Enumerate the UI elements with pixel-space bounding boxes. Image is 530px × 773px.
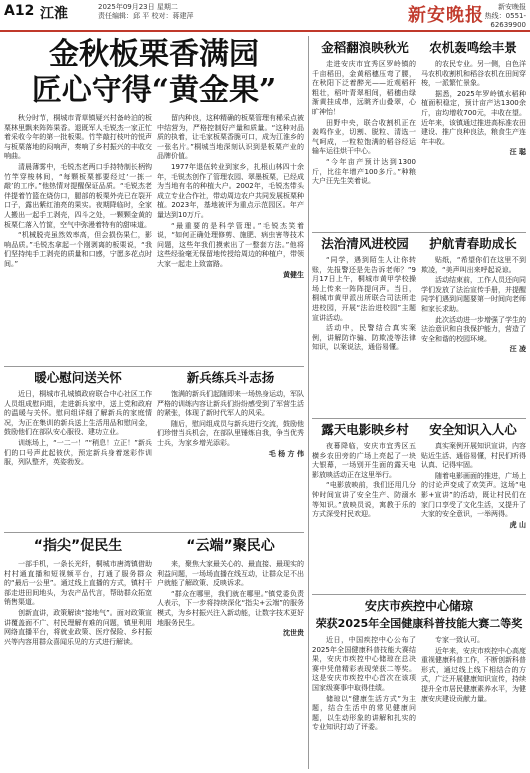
paragraph: 随着电影画面的推进，广场上的讨论声变成了欢笑声。这场“电影+宣讲”的活动，既让村民们在家门口享受了文化生活，又提升了大家的安全意识，一举两得。 <box>421 471 526 519</box>
newspaper-logo: 新安晚报 <box>408 5 484 26</box>
paragraph: 创新直讲，政策解读“接地气”。面对政策宣讲覆盖面不广、村民理解有难的问题，镇里利用网络直播平台，将就业政策、医疗保险、乡村振兴等内容用群众喜闻乐见的方式进行解读。 <box>4 608 152 646</box>
editor-credits: 责任编辑：邱 平 校对：蒋建萍 <box>98 12 194 20</box>
masthead-meta <box>98 3 248 21</box>
brand-small: 新安晚报 <box>498 3 526 11</box>
story-column <box>4 390 152 530</box>
story-headline: 农机轰鸣绘丰景 <box>429 40 517 55</box>
paragraph: 走进安庆市宜秀区罗岭镇的千亩稻田，金黄稻穗压弯了腰，在秋阳下泛着醉光——近观稻秆粗壮，稻叶青翠相间，稻穗由绿渐黄挂成串，远眺齐山叠翠，心旷神怡！ <box>312 60 416 116</box>
byline: 毛 杨 方 伟 <box>268 449 304 458</box>
paragraph: 来，聚焦大家最关心的、最直接、最现实的利益问题，一场场直播在线互动，让群众足不出户就能了解政策、反映诉求。 <box>157 560 304 588</box>
paragraph: “群众在哪里，我们就在哪里。”镇党委负责人表示，下一步将持续深化“指尖+云端”的服务模式，为乡村振兴注入新动能，让数字技术更好地服务民生。 <box>157 589 304 627</box>
paragraph: 活动中，民警结合真实案例，讲解防诈骗、防欺凌等法律知识，以案说法，通俗易懂。 <box>312 324 416 352</box>
paragraph: 清晨薄雾中，毛锐杰老两口手持特制长柄钩竹竿穿梭林间，“每颗板栗都要经过‘一拣一敲’的工序。”他热情对提醒保证品质。“毛锐杰老伴提着竹篮在烧仿口，腿部的板栗外壳已在裂开口子，露出紫红油亮的果实。夜期降临时，全家人搬出一起手工剥壳，四斗之处，一颗颗金黄的板栗仁落入竹筐，空气中弥漫着特有的甜味道。 <box>4 162 152 229</box>
byline: 虎 山 <box>509 520 526 529</box>
lead-headline-line2: 匠心守得“黄金果” <box>31 73 277 108</box>
story-column <box>312 256 416 416</box>
paragraph: 专家一致认可。 <box>435 636 484 644</box>
paragraph: “同学，遇到陌生人让你转账，先报警还是先告诉老师？”9月17日上午，桐城市黄甲学校操场上传来一阵阵提问声。当日，桐城市黄甲派出所联合司法所走进校园，开展“法治进校园”主题宣讲活动。 <box>312 256 416 322</box>
story-headline: “指尖”促民生 <box>33 538 123 554</box>
divider <box>4 532 304 533</box>
lead-column-2 <box>157 114 304 364</box>
byline: 黄健生 <box>283 270 304 279</box>
paragraph: 秋分时节，桐城市青草镇疑兴村备岭泊的板栗林里飘来阵阵果香。退既军人毛锐杰一家正忙着采收今年的第一批板栗。竹竿敲打枝叶的悦声与板栗落地的闷响声，奏响了乡村振兴的丰收交响曲。 <box>4 114 152 161</box>
paragraph: “电影放映前，我们还用几分钟时间宣讲了安全生产、防溺水等知识。”放映员说，寓教于乐的方式深受村民欢迎。 <box>312 481 416 519</box>
masthead <box>0 0 530 32</box>
paragraph: 近日，桐城市孔城镇政府联合中心社区工作人员组成慰问组，走进新兵家中，送上党和政府的温暖与关怀。慰问组详细了解新兵的家庭情况，为正在集训的新兵送上生活用品和慰问金，鼓励他们在部队安心服役、建功立业。 <box>4 390 152 437</box>
story-column <box>312 60 416 230</box>
story-headline: 新兵练兵斗志扬 <box>186 370 275 385</box>
paragraph: 1977年退伍转业到家乡，扎根山林四十余年，毛锐杰创作了管理农园、翠墨板栗，已经成为当地有名的种植大户。2002年，毛锐杰带头成立专业合作社，带动周边农户共同发展板栗种植。2023年，基地被评为重点示范园区。年产量达到10万斤。 <box>157 162 304 219</box>
paragraph: 近日，中国疾控中心公布了2025年全国健康科普技能大赛结果，安庆市疾控中心储琼在总决赛中凭借精彩表现荣获二等奖。这是安庆市疾控中心首次在该项国家级赛事中取得佳绩。 <box>312 636 416 692</box>
story-headline: 安庆市疾控中心储琼 <box>364 599 473 613</box>
paragraph: 的农民专业。另一侧，自色洋马农机收割机和稻谷农机在田间穿梭，一派繁忙景象。 <box>421 60 526 88</box>
story-column <box>157 390 304 530</box>
page-number: A12 <box>4 3 35 19</box>
story-column <box>421 636 526 770</box>
paragraph: 田野中央，联合收割机正在轰鸣作业，切割、脱粒、清选一气呵成，一粒粒饱满的稻谷经运输车运往烘干中心。 <box>312 118 416 156</box>
paragraph: 此次活动进一步增强了学生的法治意识和自我保护能力，营造了安全和谐的校园环境。 <box>421 315 526 343</box>
paragraph: “机械脱壳虽然效率高，但会损伤果仁，影响品质。”毛锐杰拿起一个刚剥离的板栗说，“我们坚持纯手工剥壳的质量和口感，宁愿多花点时间。” <box>4 231 152 268</box>
hotline: 热线：0551-62639900 <box>484 12 526 29</box>
story-column <box>421 442 526 592</box>
column-separator <box>308 36 309 769</box>
story-headline: 护航青春助成长 <box>429 236 517 251</box>
paragraph: 一部手机，一条长光纤，桐城市唐湾镇借助村村通直播和短视频平台，打通了服务群众的“最后一公里”。通过线上直播的方式，镇村干部走进田间地头，为农产品代言，帮助群众拓宽销售渠道。 <box>4 560 152 607</box>
paragraph: 饱满的新兵们起随即来一场热身运动，军队严格的训练内容让新兵们纷纷感受到了军营生活的紧张，体现了新时代军人的风采。 <box>157 390 304 418</box>
paragraph: 活动结束前，工作人员还向同学们发放了法治宣传手册，并提醒同学们遇到问题要第一时间向老师和家长求助。 <box>421 276 526 313</box>
paragraph: “今年亩产预计达到1300斤，比往年增产100多斤。”种粮大户汪先生笑着说。 <box>312 157 416 186</box>
divider <box>4 366 304 367</box>
byline: 汪 凌 <box>509 345 526 354</box>
paragraph: 贴纸，“希望你们在这里不到欺凌，“美声叫出来呼起说谅。 <box>421 256 526 274</box>
story-column <box>421 60 526 230</box>
paragraph: 据悉，2025年罗岭镇水稻种植面积稳定，预计亩产达1300余斤，亩均增收700元，丰收在望。近年来，该镇通过推进高标准农田建设、推广良种良法，粮食生产连年丰收。 <box>421 89 526 146</box>
issue-date: 2025年09月23日 星期二 <box>98 3 178 11</box>
paragraph: 储琼以“健康生活方式”为主题，结合生活中的常见健康问题，以生动形象的讲解和扎实的专业知识打动了评委。 <box>312 694 416 732</box>
story-column <box>421 256 526 416</box>
story-headline-line2: 荣获2025年全国健康科普技能大赛二等奖 <box>315 617 523 630</box>
divider <box>312 232 526 233</box>
story-headline: “云端”聚民心 <box>186 538 275 554</box>
paragraph: 留内种良，这种精确的板栗管理有稀采点被中结营为，严格控制好产量和质量。“这种对品质的执着，让毛家板栗香脆可口，成为江淮乡的一张名片。”桐城当地深刻认识到是板栗产业的品牌价值。 <box>157 114 304 161</box>
paragraph: 近年来，安庆市疾控中心高度重视健康科普工作，不断创新科普形式，通过线上线下相结合的方式，广泛开展健康知识宣传，持续提升全市居民健康素养水平，为健康安庆建设贡献力量。 <box>421 646 526 703</box>
byline: 汪 聪 <box>509 148 526 157</box>
paragraph: 真实案例开展知识宣讲，内容贴近生活、通俗易懂，村民们听得认真、记得牢固。 <box>421 442 526 470</box>
story-column <box>157 560 304 770</box>
divider <box>312 594 526 595</box>
story-headline: 暖心慰问送关怀 <box>34 370 122 385</box>
story-column <box>312 442 416 592</box>
story-headline: 安全知识入人心 <box>429 422 517 437</box>
masthead-right <box>482 3 526 30</box>
story-headline: 法治清风进校园 <box>321 236 409 251</box>
paragraph: 随后，慰问组成员与新兵进行交流，鼓励他们珍惜当兵机会，在部队里锤炼自我，争当优秀士兵，为家乡增光添彩。 <box>157 419 304 447</box>
paragraph: 训练场上，“一二一！”“稍息！立正！”新兵们的口号声此起彼伏，预定新兵身着迷彩作训服，列队整齐，英姿勃发。 <box>4 438 152 467</box>
story-headline: 金稻翻浪映秋光 <box>321 40 409 55</box>
story-column <box>312 636 416 770</box>
story-column <box>4 560 152 770</box>
story-headline: 露天电影映乡村 <box>321 422 409 437</box>
section-name: 江淮 <box>40 6 68 22</box>
byline: 沈世贵 <box>283 629 304 638</box>
lead-headline-line1: 金秋板栗香满园 <box>49 37 259 72</box>
paragraph: “最重要的是科学管理。”毛锐杰笑着说，“如何正确处理修剪、施肥、病虫害等技术问题，这些年我们摸索出了一整套方法。”他将这些经验毫无保留地传授给周边的种植户，带领大家一起走上致富路。 <box>157 221 304 268</box>
paragraph: 夜幕降临，安庆市宜秀区五横乡农田旁的广场上亮起了一块大银幕，一场别开生面的露天电影放映活动正在这里举行。 <box>312 442 416 479</box>
lead-column-1 <box>4 114 152 364</box>
divider <box>312 418 526 419</box>
